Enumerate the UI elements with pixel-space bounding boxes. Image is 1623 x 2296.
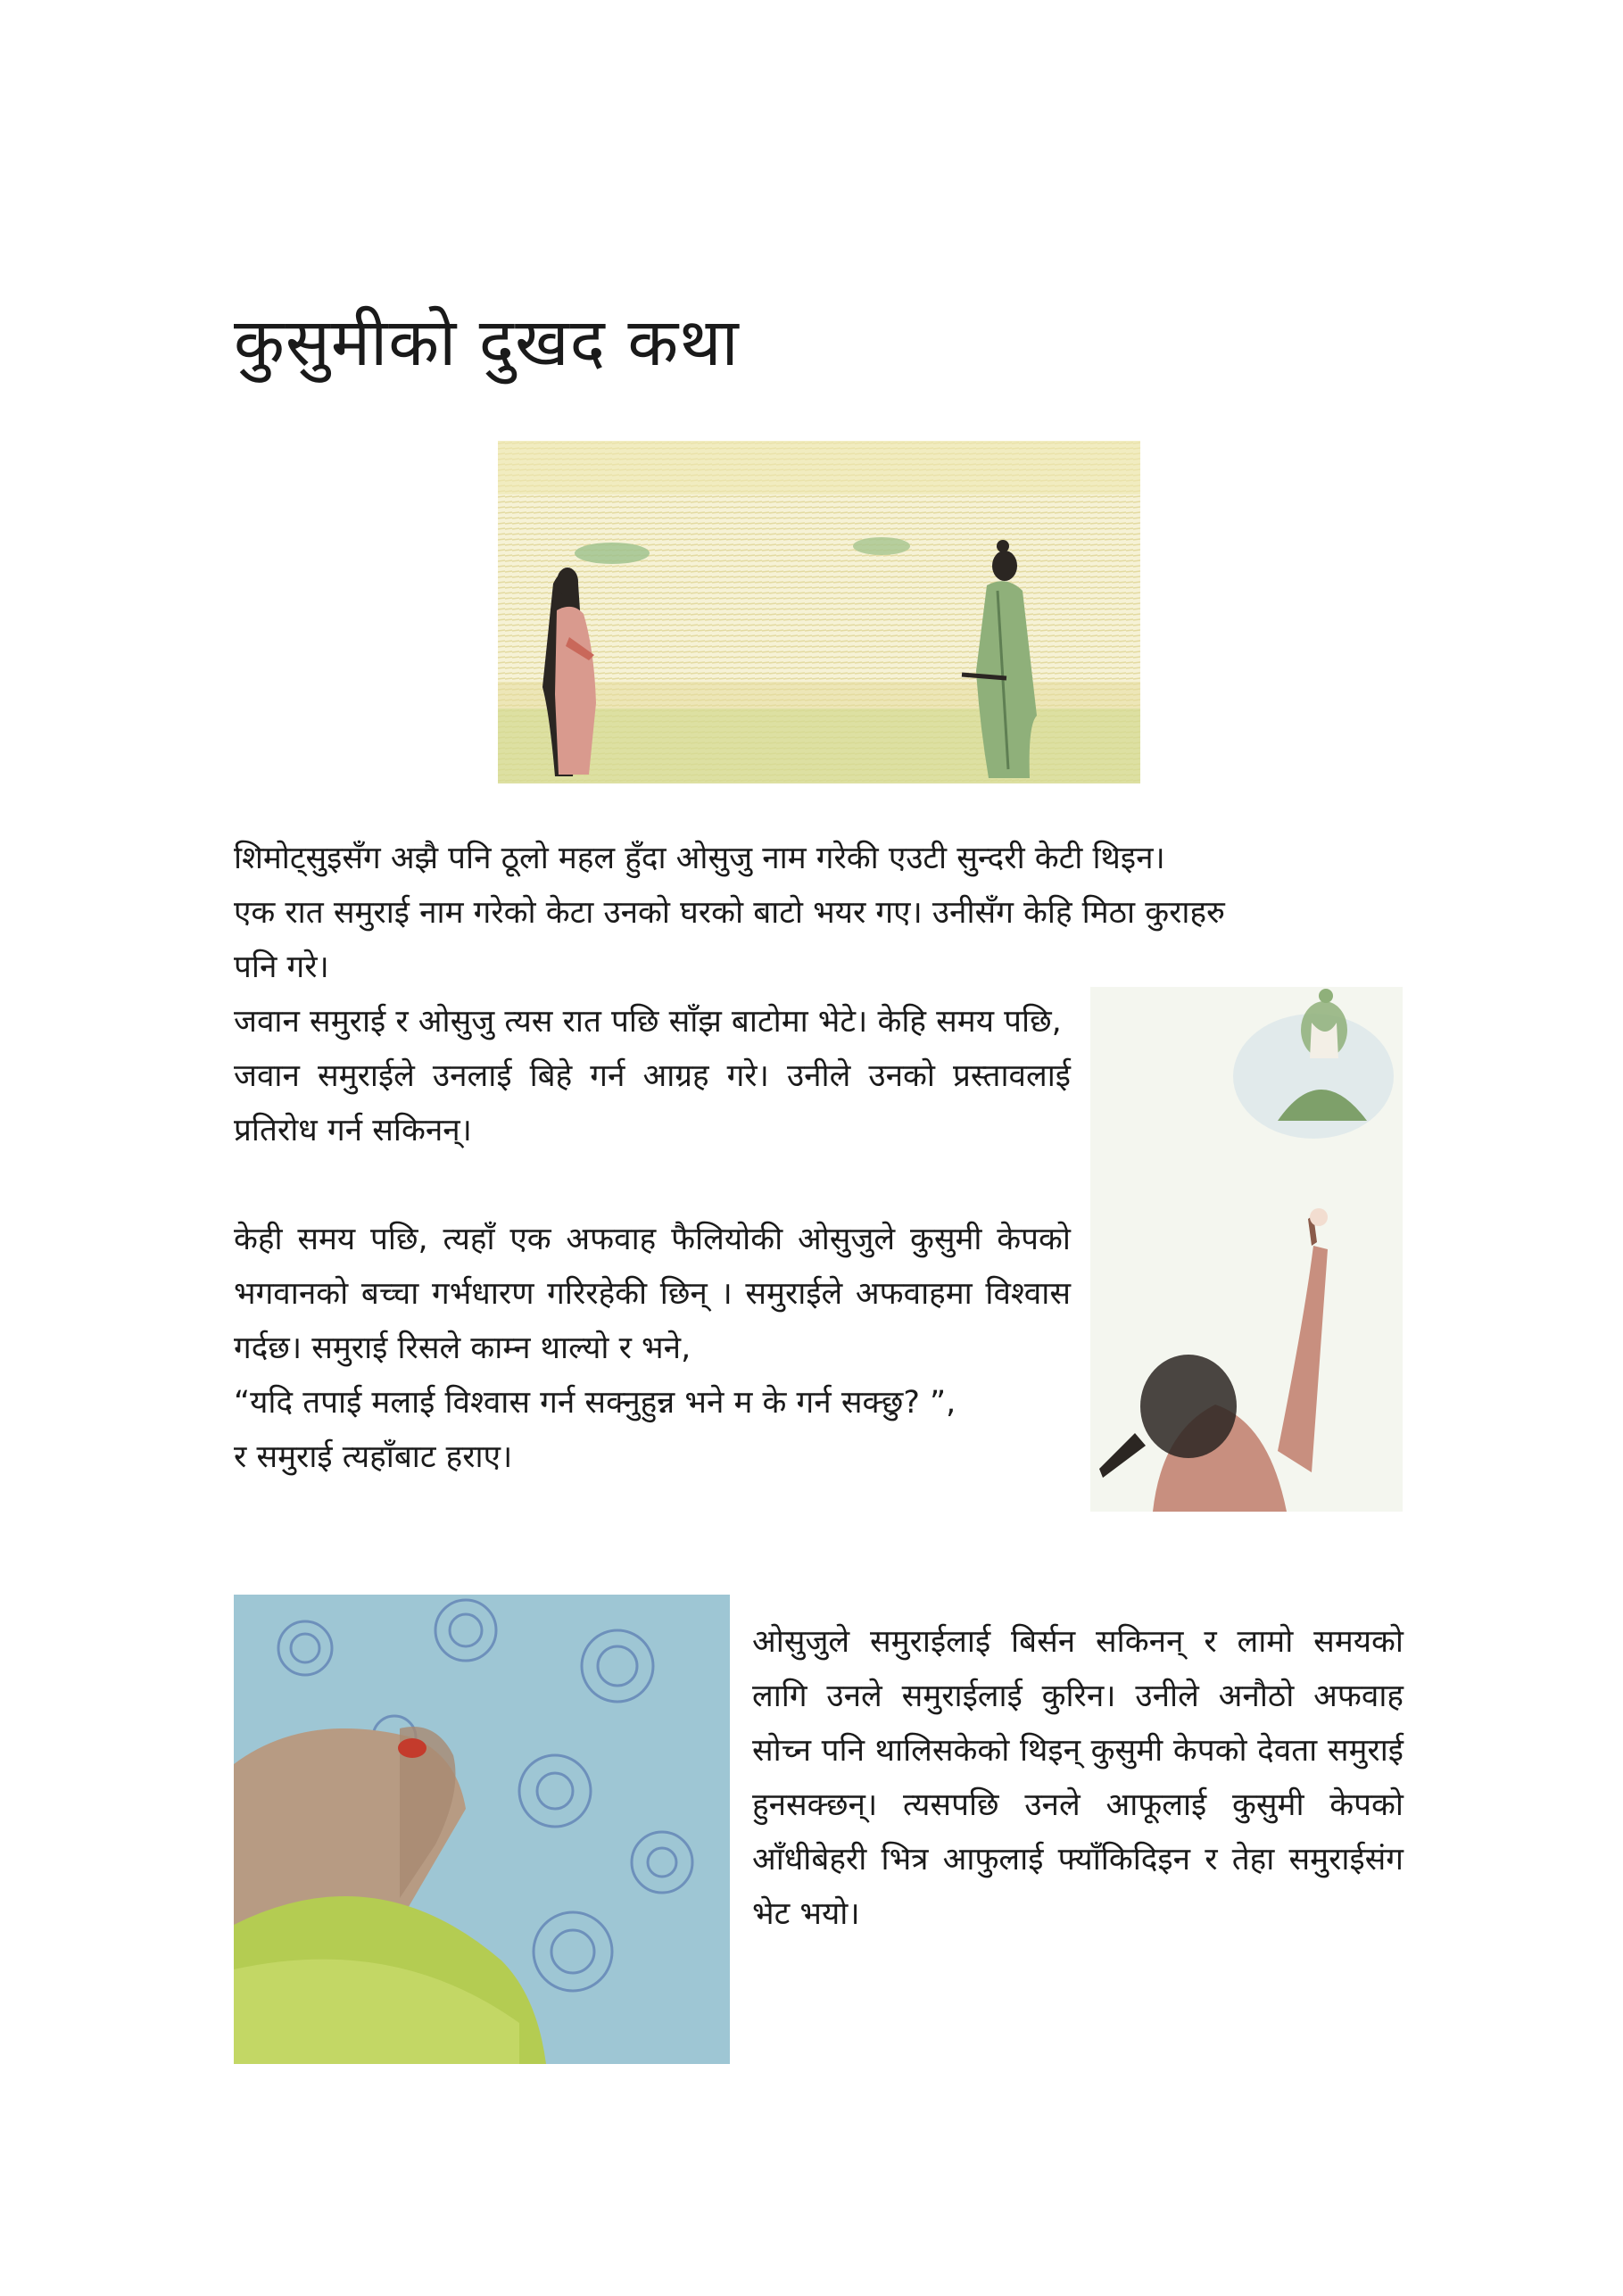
cape-sea-illustration [234,1595,730,2064]
meeting-illustration [498,441,1140,783]
story-paragraph-1 [234,832,1410,995]
story-line: पनि गरे। [234,949,329,985]
story-paragraph-4: केही समय पछि, त्यहाँ एक अफवाह फैलियोकी ओसुजुले कुसुमी केपको भगवानको बच्चा गर्भधारण गरिरहेकी छिन् । समुराईले अफवाहमा विश्वास गर्दछ। समुराई रिसले काम्न थाल्यो र भने, [234,1222,1071,1366]
story-line: शिमोट्सुइसँग अझै पनि ठूलो महल हुँदा ओसुजु नाम गरेकी एउटी सुन्दरी केटी थिइन। [234,841,1165,876]
story-paragraph-5-text: ओसुजुले समुराईलाई बिर्सन सकिनन् र लामो समयको लागि उनले समुराईलाई कुरिन। उनीले अनौठो अफवाह सोच्न पनि थालिसकेको थिइन् कुसुमी केपको देवता समुराई हुनसक्छन्। त्यसपछि उनले आफूलाई कुसुमी केपको आँधीबेहरी भित्र आफुलाई फ्याँकिदिइन र तेहा समुराईसंग भेट भयो। [752,1624,1404,1932]
story-quote: “यदि तपाई मलाई विश्वास गर्न सक्नुहुन्न भने म के गर्न सक्छु? ”, [234,1385,956,1421]
paragraph-spacer [234,1158,1071,1213]
page-title: कुसुमीको दुखद कथा [234,304,740,381]
story-line: एक रात समुराई नाम गरेको केटा उनको घरको बाटो भयर गए। उनीसँग केहि मिठा कुराहरु [234,895,1225,931]
story-paragraph-4-end: र समुराई त्यहाँबाट हराए। [234,1439,513,1475]
story-paragraph-2: जवान समुराई र ओसुजु त्यस रात पछि साँझ बाटोमा भेटे। केहि समय पछि, [234,1004,1062,1040]
story-paragraph-5 [752,1615,1404,1942]
samurai-woman-illustration [1090,987,1403,1512]
story-paragraph-3: जवान समुराईले उनलाई बिहे गर्न आग्रह गरे। उनीले उनको प्रस्तावलाई प्रतिरोध गर्न सकिनन्। [234,1058,1071,1148]
story-column-left [234,995,1071,1485]
